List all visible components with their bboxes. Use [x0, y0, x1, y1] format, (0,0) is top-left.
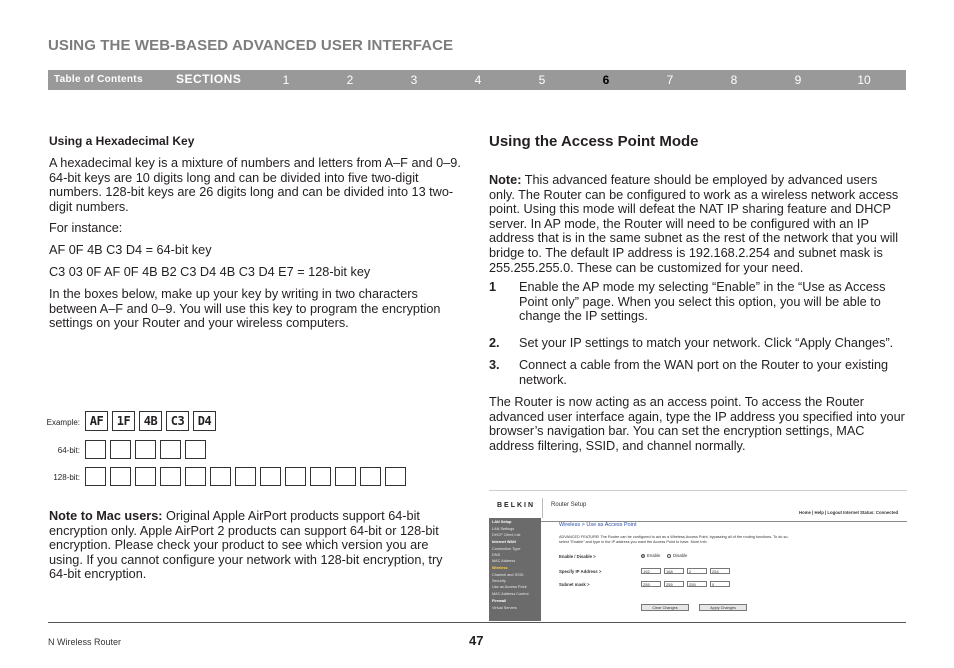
key-entry-box[interactable] [285, 467, 306, 486]
sidebar-item[interactable]: MAC Address [492, 559, 516, 563]
step-number: 1 [489, 280, 497, 294]
hex-key-diagram [40, 405, 460, 490]
footer-divider [48, 622, 906, 623]
example-key-box: C3 [166, 411, 189, 431]
example-key-box: D4 [193, 411, 216, 431]
belkin-logo: BELKIN [497, 502, 536, 509]
disable-radio[interactable]: Disable [667, 553, 687, 558]
step-number: 3. [489, 358, 500, 372]
key-entry-box[interactable] [260, 467, 281, 486]
mask-octet-input[interactable]: 255 [687, 581, 707, 587]
section-link-2[interactable]: 2 [346, 73, 354, 87]
section-link-7[interactable]: 7 [666, 73, 674, 87]
hex-key-paragraph: A hexadecimal key is a mixture of numbers and letters from A–F and 0–9. 64-bit keys are 10 digits long and can be divided into five two-digit numbers. 128-bit keys are 26 digits long and can be divided into 13 two-digit numbers. [49, 156, 461, 214]
apply-changes-button[interactable]: Apply Changes [699, 604, 747, 611]
section-link-10[interactable]: 10 [857, 73, 871, 87]
section-link-6-current[interactable]: 6 [602, 73, 610, 87]
sidebar-item[interactable]: LAN Settings [492, 527, 515, 531]
key-entry-box[interactable] [110, 440, 131, 459]
key-entry-box[interactable] [160, 467, 181, 486]
sidebar-item[interactable]: Use as Access Point [492, 585, 527, 589]
radio-selected-icon [641, 554, 645, 558]
clear-changes-button[interactable]: Clear Changes [641, 604, 689, 611]
key-entry-box[interactable] [385, 467, 406, 486]
example-key-box: AF [85, 411, 108, 431]
router-breadcrumb: Wireless > Use as Access Point [559, 522, 637, 528]
example-row-label: Example: [46, 418, 80, 427]
router-sidebar [489, 518, 541, 621]
header-divider [542, 498, 543, 518]
sidebar-item[interactable]: Internet WAN [492, 540, 516, 544]
key-entry-box[interactable] [335, 467, 356, 486]
example-key-box: 1F [112, 411, 135, 431]
mac-note-label: Note to Mac users: [49, 509, 163, 523]
for-instance-text: For instance: [49, 221, 123, 235]
hex-key-heading: Using a Hexadecimal Key [49, 134, 195, 148]
step-text: Set your IP settings to match your network. Click “Apply Changes”. [519, 336, 894, 350]
section-link-5[interactable]: 5 [538, 73, 546, 87]
section-navigation-bar [48, 70, 906, 90]
ip-address-label: Specify IP Address > [559, 569, 602, 574]
key-entry-box[interactable] [135, 440, 156, 459]
footer-product-name: N Wireless Router [48, 637, 122, 647]
closing-paragraph: The Router is now acting as an access point. To access the Router advanced user interface again, type the IP address you specified into your browser’s navigation bar. You can set the encryption settings, MAC address filtering, SSID, and channel normally. [489, 395, 905, 453]
key-instructions-paragraph: In the boxes below, make up your key by writing in two characters between A–F and 0–9. You will use this key to program the encryption settings on your Router and your wireless computers. [49, 287, 441, 331]
access-point-note [489, 173, 905, 275]
router-setup-screenshot [489, 490, 907, 621]
mask-octet-input[interactable]: 255 [641, 581, 661, 587]
key-entry-box[interactable] [185, 440, 206, 459]
key-entry-box[interactable] [210, 467, 231, 486]
key-entry-box[interactable] [85, 467, 106, 486]
128bit-key-boxes [85, 467, 406, 486]
section-link-4[interactable]: 4 [474, 73, 482, 87]
key-entry-box[interactable] [235, 467, 256, 486]
router-header [489, 491, 907, 522]
key-entry-box[interactable] [135, 467, 156, 486]
section-link-3[interactable]: 3 [410, 73, 418, 87]
sidebar-item[interactable]: LAN Setup [492, 520, 512, 524]
step-text: Enable the AP mode my selecting “Enable” in the “Use as Access Point only” page. When you select this option, you will be able to change the IP settings. [519, 280, 886, 324]
sidebar-item[interactable]: MAC Address Control [492, 592, 529, 596]
note-text: This advanced feature should be employed by advanced users only. The Router can be configured to work as a wireless network access point. Using this mode will defeat the NAT IP sharing feature and DHCP server. In AP mode, the Router will need to be configured with an IP address that is in the same subnet as the rest of the network that you will bridge to. The default IP address is 192.168.2.254 and subnet mask is 255.255.255.0. These can be customized for your need. [489, 173, 899, 275]
section-link-8[interactable]: 8 [730, 73, 738, 87]
enable-radio[interactable]: Enable [641, 553, 660, 558]
ip-octet-input[interactable]: 254 [710, 568, 730, 574]
table-of-contents-link[interactable]: Table of Contents [54, 74, 143, 85]
sidebar-item[interactable]: Connection Type [492, 547, 521, 551]
page-number: 47 [469, 633, 484, 648]
example-key-box: 4B [139, 411, 162, 431]
enable-disable-label: Enable / Disable > [559, 554, 596, 559]
sidebar-item[interactable]: Firewall [492, 599, 507, 603]
radio-icon [667, 554, 671, 558]
key-entry-box[interactable] [160, 440, 181, 459]
router-top-links[interactable]: Home | Help | Logout Internet Status: Connected [799, 510, 899, 515]
step-number: 2. [489, 336, 500, 350]
sidebar-item[interactable]: Channel and SSID [492, 573, 524, 577]
example-128bit-key: C3 03 0F AF 0F 4B B2 C3 D4 4B C3 D4 E7 = 128-bit key [49, 265, 371, 279]
ip-octet-input[interactable]: 2 [687, 568, 707, 574]
sidebar-item[interactable]: DHCP Client List [492, 533, 521, 537]
128bit-row-label: 128-bit: [53, 473, 80, 482]
sidebar-item[interactable]: Security [492, 579, 506, 583]
example-64bit-key: AF 0F 4B C3 D4 = 64-bit key [49, 243, 212, 257]
key-entry-box[interactable] [110, 467, 131, 486]
section-link-9[interactable]: 9 [794, 73, 802, 87]
mac-note-text: Original Apple AirPort products support 64-bit encryption only. Apple AirPort 2 products can support 64-bit or 128-bit encryption. Please check your product to see which version you are using. If you cannot configure your network with 128-bit encryption, try 64-bit encryption. [49, 509, 443, 582]
sidebar-item-selected[interactable]: Wireless [492, 566, 508, 570]
mac-users-note [49, 509, 464, 582]
advanced-feature-text: ADVANCED FEATURE! The Router can be configured to act as a Wireless Access Point, bypassing all of the routing functions. To do so, select "Enable" and type in the IP address you want the Access Point to have. More Info [559, 535, 789, 544]
sidebar-item[interactable]: Virtual Servers [492, 606, 517, 610]
step-text: Connect a cable from the WAN port on the Router to your existing network. [519, 358, 889, 387]
key-entry-box[interactable] [185, 467, 206, 486]
section-link-1[interactable]: 1 [282, 73, 290, 87]
mask-octet-input[interactable]: 255 [664, 581, 684, 587]
sidebar-item[interactable]: DNS [492, 553, 501, 557]
example-key-boxes [85, 411, 216, 431]
sections-label: SECTIONS [176, 72, 242, 86]
subnet-mask-label: Subnet mask > [559, 582, 590, 587]
64bit-key-boxes [85, 440, 206, 459]
ip-octet-input[interactable]: 192 [641, 568, 661, 574]
ip-octet-input[interactable]: 168 [664, 568, 684, 574]
document-header-title: USING THE WEB-BASED ADVANCED USER INTERFACE [48, 37, 454, 54]
key-entry-box[interactable] [310, 467, 331, 486]
router-setup-title: Router Setup [551, 502, 587, 508]
mask-octet-input[interactable]: 0 [710, 581, 730, 587]
access-point-heading: Using the Access Point Mode [489, 133, 699, 150]
key-entry-box[interactable] [85, 440, 106, 459]
64bit-row-label: 64-bit: [57, 446, 80, 455]
note-label: Note: [489, 173, 522, 187]
key-entry-box[interactable] [360, 467, 381, 486]
